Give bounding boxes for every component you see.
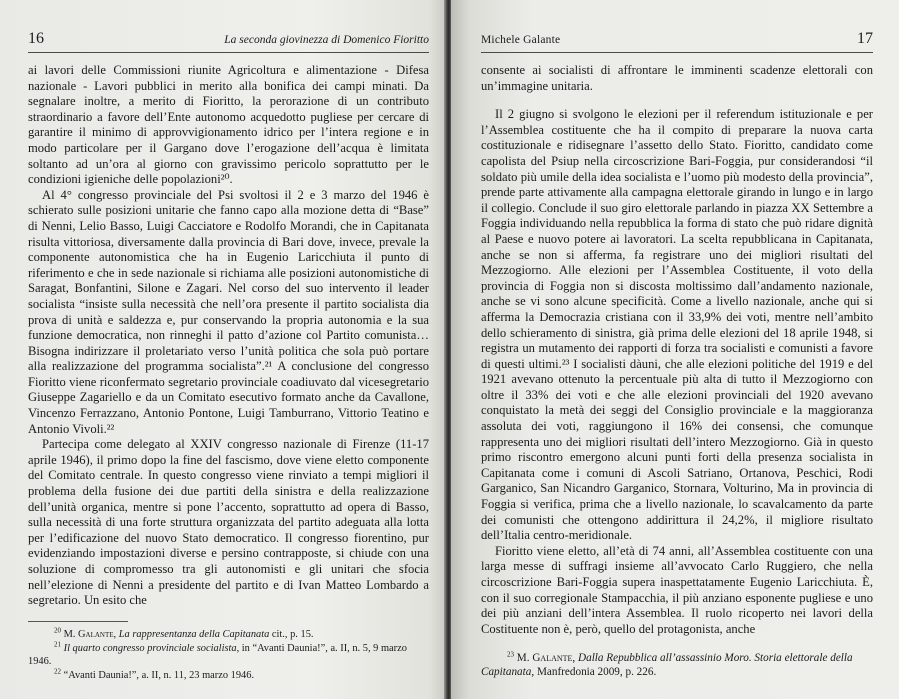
running-author: Michele Galante [481, 34, 561, 46]
body-text-left [28, 63, 429, 609]
footnote-rest: , in “Avanti Daunia!”, a. II, n. 5, 9 marzo 1946. [28, 642, 407, 667]
paragraph: Fioritto viene eletto, all’età di 74 anni, all’Assemblea costituente con una larga messe di suffragi insieme all’avvocato Carlo Ruggiero, che nella circoscrizione Bari-Foggia supera inaspettatamente Eugenio Laricchiuta. È, con il suo corregionale Stampacchia, il più anziano esponente pugliese e uno dei più anziani dell’intera Assemblea. Il ruolo ricoperto nei lavori della Costituente non è, però, quello del protagonista, anche [481, 543, 873, 636]
footnote: $^{23}$ M. Galante, Dalla Repubblica all’assassinio Moro. Storia elettorale della Capitanata, Manfredonia 2009, p. 226. [481, 650, 853, 679]
footnote-author: M. Galante [516, 652, 573, 665]
running-head-right [481, 30, 873, 53]
footnote [28, 642, 429, 668]
footnote: $^{20}$ M. Galante, La rappresentanza della Capitanata cit., p. 15. [54, 626, 314, 640]
footnote-title: Il quarto congresso provinciale socialista [63, 642, 237, 654]
body-text-right [481, 63, 873, 637]
paragraph: ai lavori delle Commissioni riunite Agricoltura e alimentazione - Difesa nazionale - Lavori pubblici in merito alla bonifica dei campi minati. Da segnalare inoltre, a merito di Fioritto, la perorazione di un contributo straordinario a favore dell’Ente autonomo acquedotto pugliese per cercare di garantire il minimo di approvvigionamento idrico per l’intera regione e in modo particolare per il Gargano dove l’erogazione dell’acqua è limitata soltanto ad un’ora al giorno con gravissimo pericolo soprattutto per le condizioni igieniche delle popolazioni²⁰. [28, 63, 429, 187]
footnote-number: 20 [54, 626, 61, 635]
left-page [0, 0, 447, 699]
footnotes-left [28, 628, 429, 682]
footnote-number: 21 [54, 640, 61, 649]
paragraph: consente ai socialisti di affrontare le imminenti scadenze elettorali con un’immagine unitaria. [481, 63, 873, 93]
footnote-title: La rappresentanza della Capitanata [118, 628, 270, 640]
page-number: 17 [857, 30, 873, 47]
footnote-divider [28, 621, 128, 622]
footnote-number: 22 [54, 667, 61, 676]
footnote-author: M. Galante [63, 628, 114, 640]
right-page [451, 0, 899, 699]
page-number: 16 [28, 30, 44, 47]
paragraph: Partecipa come delegato al XXIV congresso nazionale di Firenze (11-17 aprile 1946), il primo dopo la fine del fascismo, dove viene eletto componente del Comitato centrale. In questo congresso viene rinviato a tempi migliori il problema della fusione dei due partiti della sinistra e della realizzazione dell’unità organica, mentre si pone l’accento, soprattutto ad opera di Basso, sulla necessità di una forte struttura organizzata del partito adeguata alla lotta per l’edificazione del nuovo Stato democratico. Il congresso fiorentino, pur evidenziando impostazioni diverse e persino contrapposte, si chiude con una soluzione di compromesso tra gli autonomisti e gli unitari che sfocia nell’elezione di Nenni a presidente del partito e di Ivan Matteo Lombardo a segretario. Un esito che [28, 437, 429, 608]
running-head-left [28, 30, 429, 53]
footnote-rest: “Avanti Daunia!”, a. II, n. 11, 23 marzo 1946. [63, 669, 255, 681]
paragraph: Il 2 giugno si svolgono le elezioni per il referendum istituzionale e per l’Assemblea costituente che ha il compito di preparare la nuova carta costituzionale e ridisegnare l’assetto dello Stato. Fioritto, candidato come capolista del Psiup nella circoscrizione Bari-Foggia, pur considerandosi “il soldato più umile della idea socialista e l’uomo più modesto della provincia”, prende parte attivamente alla campagna elettorale girando in lungo e in largo il collegio. Conclude il suo giro elettorale parlando in piazza XX Settembre a Foggia individuando nella repubblica la forma di stato che può ridare dignità al Paese e nuovo potere ai lavoratori. La scelta repubblicana in Capitanata, anche se non si afferma, fa registrare uno dei migliori risultati del Mezzogiorno. Alle elezioni per l’Assemblea Costituente, il voto della provincia di Foggia non si discosta moltissimo dall’andamento nazionale, anche se vi sono alcune specificità. Come a livello nazionale, anche qui si afferma la Democrazia cristiana con il 33,9% dei voti, mentre nell’ambito dello schieramento di sinistra, già prima delle elezioni del 18 aprile 1948, si registra un mutamento dei rapporti di forza tra socialisti e comunisti a favore di questi ultimi.²³ I socialisti dàuni, che alle elezioni politiche del 1919 e del 1921 avevano ottenuto la percentuale più alta di tutto il Mezzogiorno con oltre il 33% dei voti e che alle elezioni provinciali del 1920 avevano conquistato la metà dei seggi del Consiglio provinciale e la maggioranza assoluta dei voti, raggiungono il 16% dei consensi, che comunque rappresenta uno dei migliori risultati dell’intero Mezzogiorno. Già in questo primo riscontro emergono alcuni punti forti della presenza socialista in Capitanata come i comuni di Ascoli Satriano, Ortanova, Peschici, Rodi Garganico, San Nicandro Garganico, Stornara, Volturino, Ma in provincia di Foggia si verifica, prima che a livello nazionale, lo scavalcamento da parte dei comunisti che ottengono addirittura il 24,2%, il migliore risultato dell’Italia centro-meridionale. [481, 107, 873, 543]
paragraph: Al 4° congresso provinciale del Psi svoltosi il 2 e 3 marzo del 1946 è schierato sulle posizioni unitarie che fanno capo alla mozione detta di “Base” di Nenni, Lelio Basso, Luigi Cacciatore e Rodolfo Morandi, che in Capitanata risulta vittoriosa, diversamente dalla provincia di Bari dove, invece, prevale la componente autonomistica che ha in Eugenio Laricchiuta il punto di riferimento e che in sede nazionale si richiama alle posizioni autonomistiche di Saragat, Bonfantini, Silone e Zagari. Nel corso del suo intervento il leader socialista “insiste sulla necessità che nell’ora presente il partito socialista dia prova di unità e saldezza e, pur conservando la propria autonomia e la sua funzione democratica, non rinneghi il patto d’azione col Partito comunista… Bisogna indirizzare il proletariato verso l’unità politica che sola può portare alla realizzazione del programma socialista”.²¹ A conclusione del congresso Fioritto viene riconfermato segretario provinciale coadiuvato dal vicesegretario Giuseppe Zagariello e da un Comitato esecutivo formato anche da Cavallone, Vincenzo Ferrazzano, Antonio Pontone, Luigi Tamburrano, Vittorio Teatino e Antonio Vivoli.²² [28, 187, 429, 436]
footnote-title: Dalla Repubblica all’assassinio Moro. Storia elettorale della Capitanata [481, 652, 853, 679]
footnotes-right [481, 647, 873, 679]
footnote-rest: , Manfredonia 2009, p. 226. [531, 666, 657, 679]
running-title: La seconda giovinezza di Domenico Fioritto [224, 34, 429, 46]
footnote-rest: cit., p. 15. [269, 628, 314, 640]
footnote [28, 669, 429, 682]
footnote-number: 23 [507, 650, 514, 659]
